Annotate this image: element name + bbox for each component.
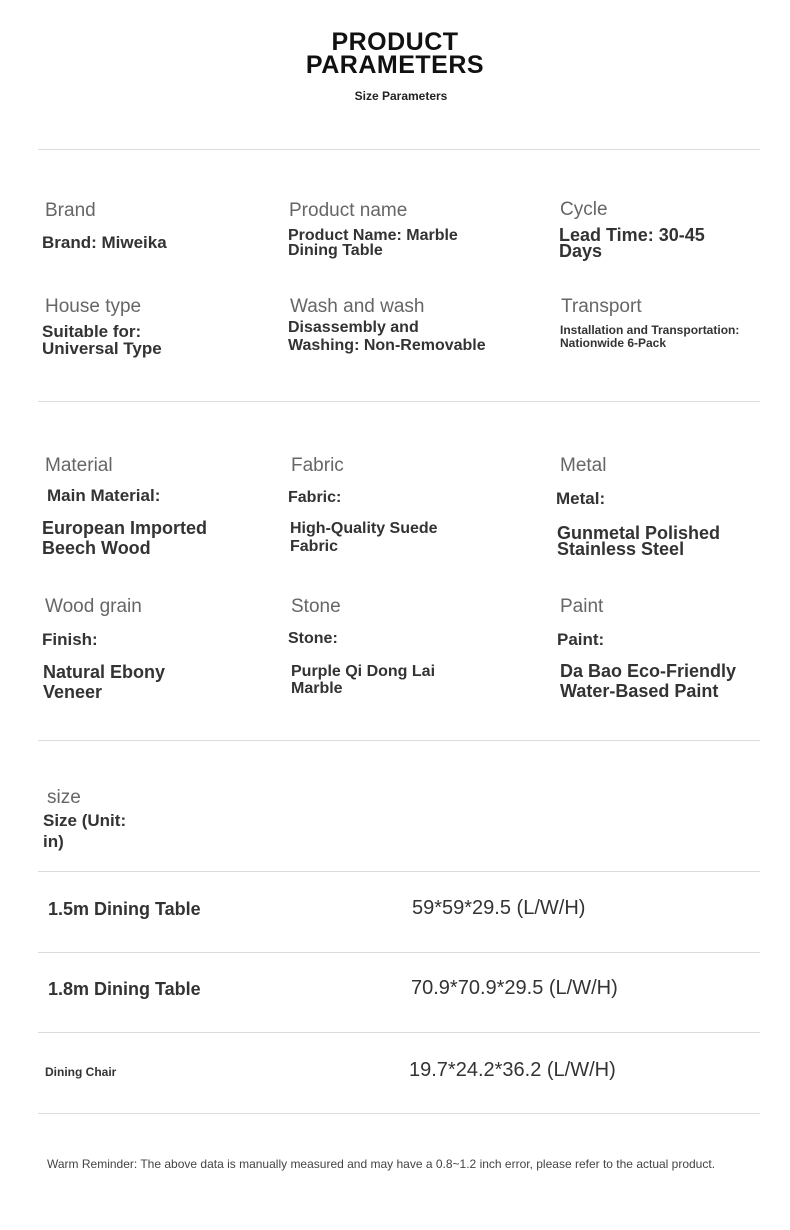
size-row-dims: 19.7*24.2*36.2 (L/W/H) bbox=[409, 1059, 616, 1081]
divider bbox=[38, 401, 760, 402]
stone-key: Stone: bbox=[288, 630, 338, 647]
transport-value: Installation and Transportation: Nationwide 6-Pack bbox=[560, 323, 740, 350]
warm-reminder-note: Warm Reminder: The above data is manually measured and may have a 0.8~1.2 inch error, please refer to the actual product. bbox=[47, 1157, 716, 1171]
wash-label: Wash and wash bbox=[290, 296, 425, 317]
metal-key: Metal: bbox=[556, 489, 606, 508]
divider bbox=[38, 1032, 760, 1033]
stone-label: Stone bbox=[291, 596, 341, 617]
size-row-name: 1.8m Dining Table bbox=[48, 979, 201, 999]
fabric-label: Fabric bbox=[291, 455, 344, 476]
brand-label: Brand bbox=[45, 200, 96, 221]
size-row-name: Dining Chair bbox=[45, 1065, 117, 1079]
page-title-line-1: PRODUCT bbox=[331, 28, 459, 56]
cycle-value: Lead Time: 30-45 Days bbox=[559, 225, 705, 261]
fabric-key: Fabric: bbox=[288, 489, 342, 506]
product-name-value: Product Name: Marble Dining Table bbox=[288, 227, 458, 259]
size-row-dims: 70.9*70.9*29.5 (L/W/H) bbox=[411, 977, 618, 999]
cycle-label: Cycle bbox=[560, 199, 608, 220]
material-label: Material bbox=[45, 455, 113, 476]
paint-key: Paint: bbox=[557, 630, 605, 649]
metal-label: Metal bbox=[560, 455, 607, 476]
size-row-name: 1.5m Dining Table bbox=[48, 899, 201, 919]
page-title-line-2: PARAMETERS bbox=[305, 51, 485, 79]
size-row-dims: 59*59*29.5 (L/W/H) bbox=[412, 897, 586, 919]
divider bbox=[38, 1113, 760, 1114]
metal-value: Gunmetal Polished Stainless Steel bbox=[557, 523, 721, 559]
material-key: Main Material: bbox=[47, 486, 161, 505]
size-label: size bbox=[47, 787, 81, 808]
paint-value: Da Bao Eco-Friendly Water-Based Paint bbox=[560, 661, 737, 701]
wood-grain-value: Natural Ebony Veneer bbox=[43, 662, 166, 702]
divider bbox=[38, 952, 760, 953]
page-subtitle: Size Parameters bbox=[354, 89, 448, 103]
product-name-label: Product name bbox=[289, 200, 408, 221]
divider bbox=[38, 871, 760, 872]
wood-grain-label: Wood grain bbox=[45, 596, 142, 617]
transport-label: Transport bbox=[561, 296, 642, 317]
house-type-value: Suitable for: Universal Type bbox=[42, 322, 162, 358]
divider bbox=[38, 149, 760, 150]
material-value: European Imported Beech Wood bbox=[42, 518, 208, 558]
wood-grain-key: Finish: bbox=[42, 630, 98, 649]
brand-value: Brand: Miweika bbox=[42, 233, 167, 252]
fabric-value: High-Quality Suede Fabric bbox=[290, 520, 438, 555]
paint-label: Paint bbox=[560, 596, 604, 617]
house-type-label: House type bbox=[45, 296, 142, 317]
size-unit: Size (Unit: in) bbox=[43, 811, 127, 851]
divider bbox=[38, 740, 760, 741]
stone-value: Purple Qi Dong Lai Marble bbox=[291, 663, 436, 697]
wash-value: Disassembly and Washing: Non-Removable bbox=[288, 319, 486, 354]
